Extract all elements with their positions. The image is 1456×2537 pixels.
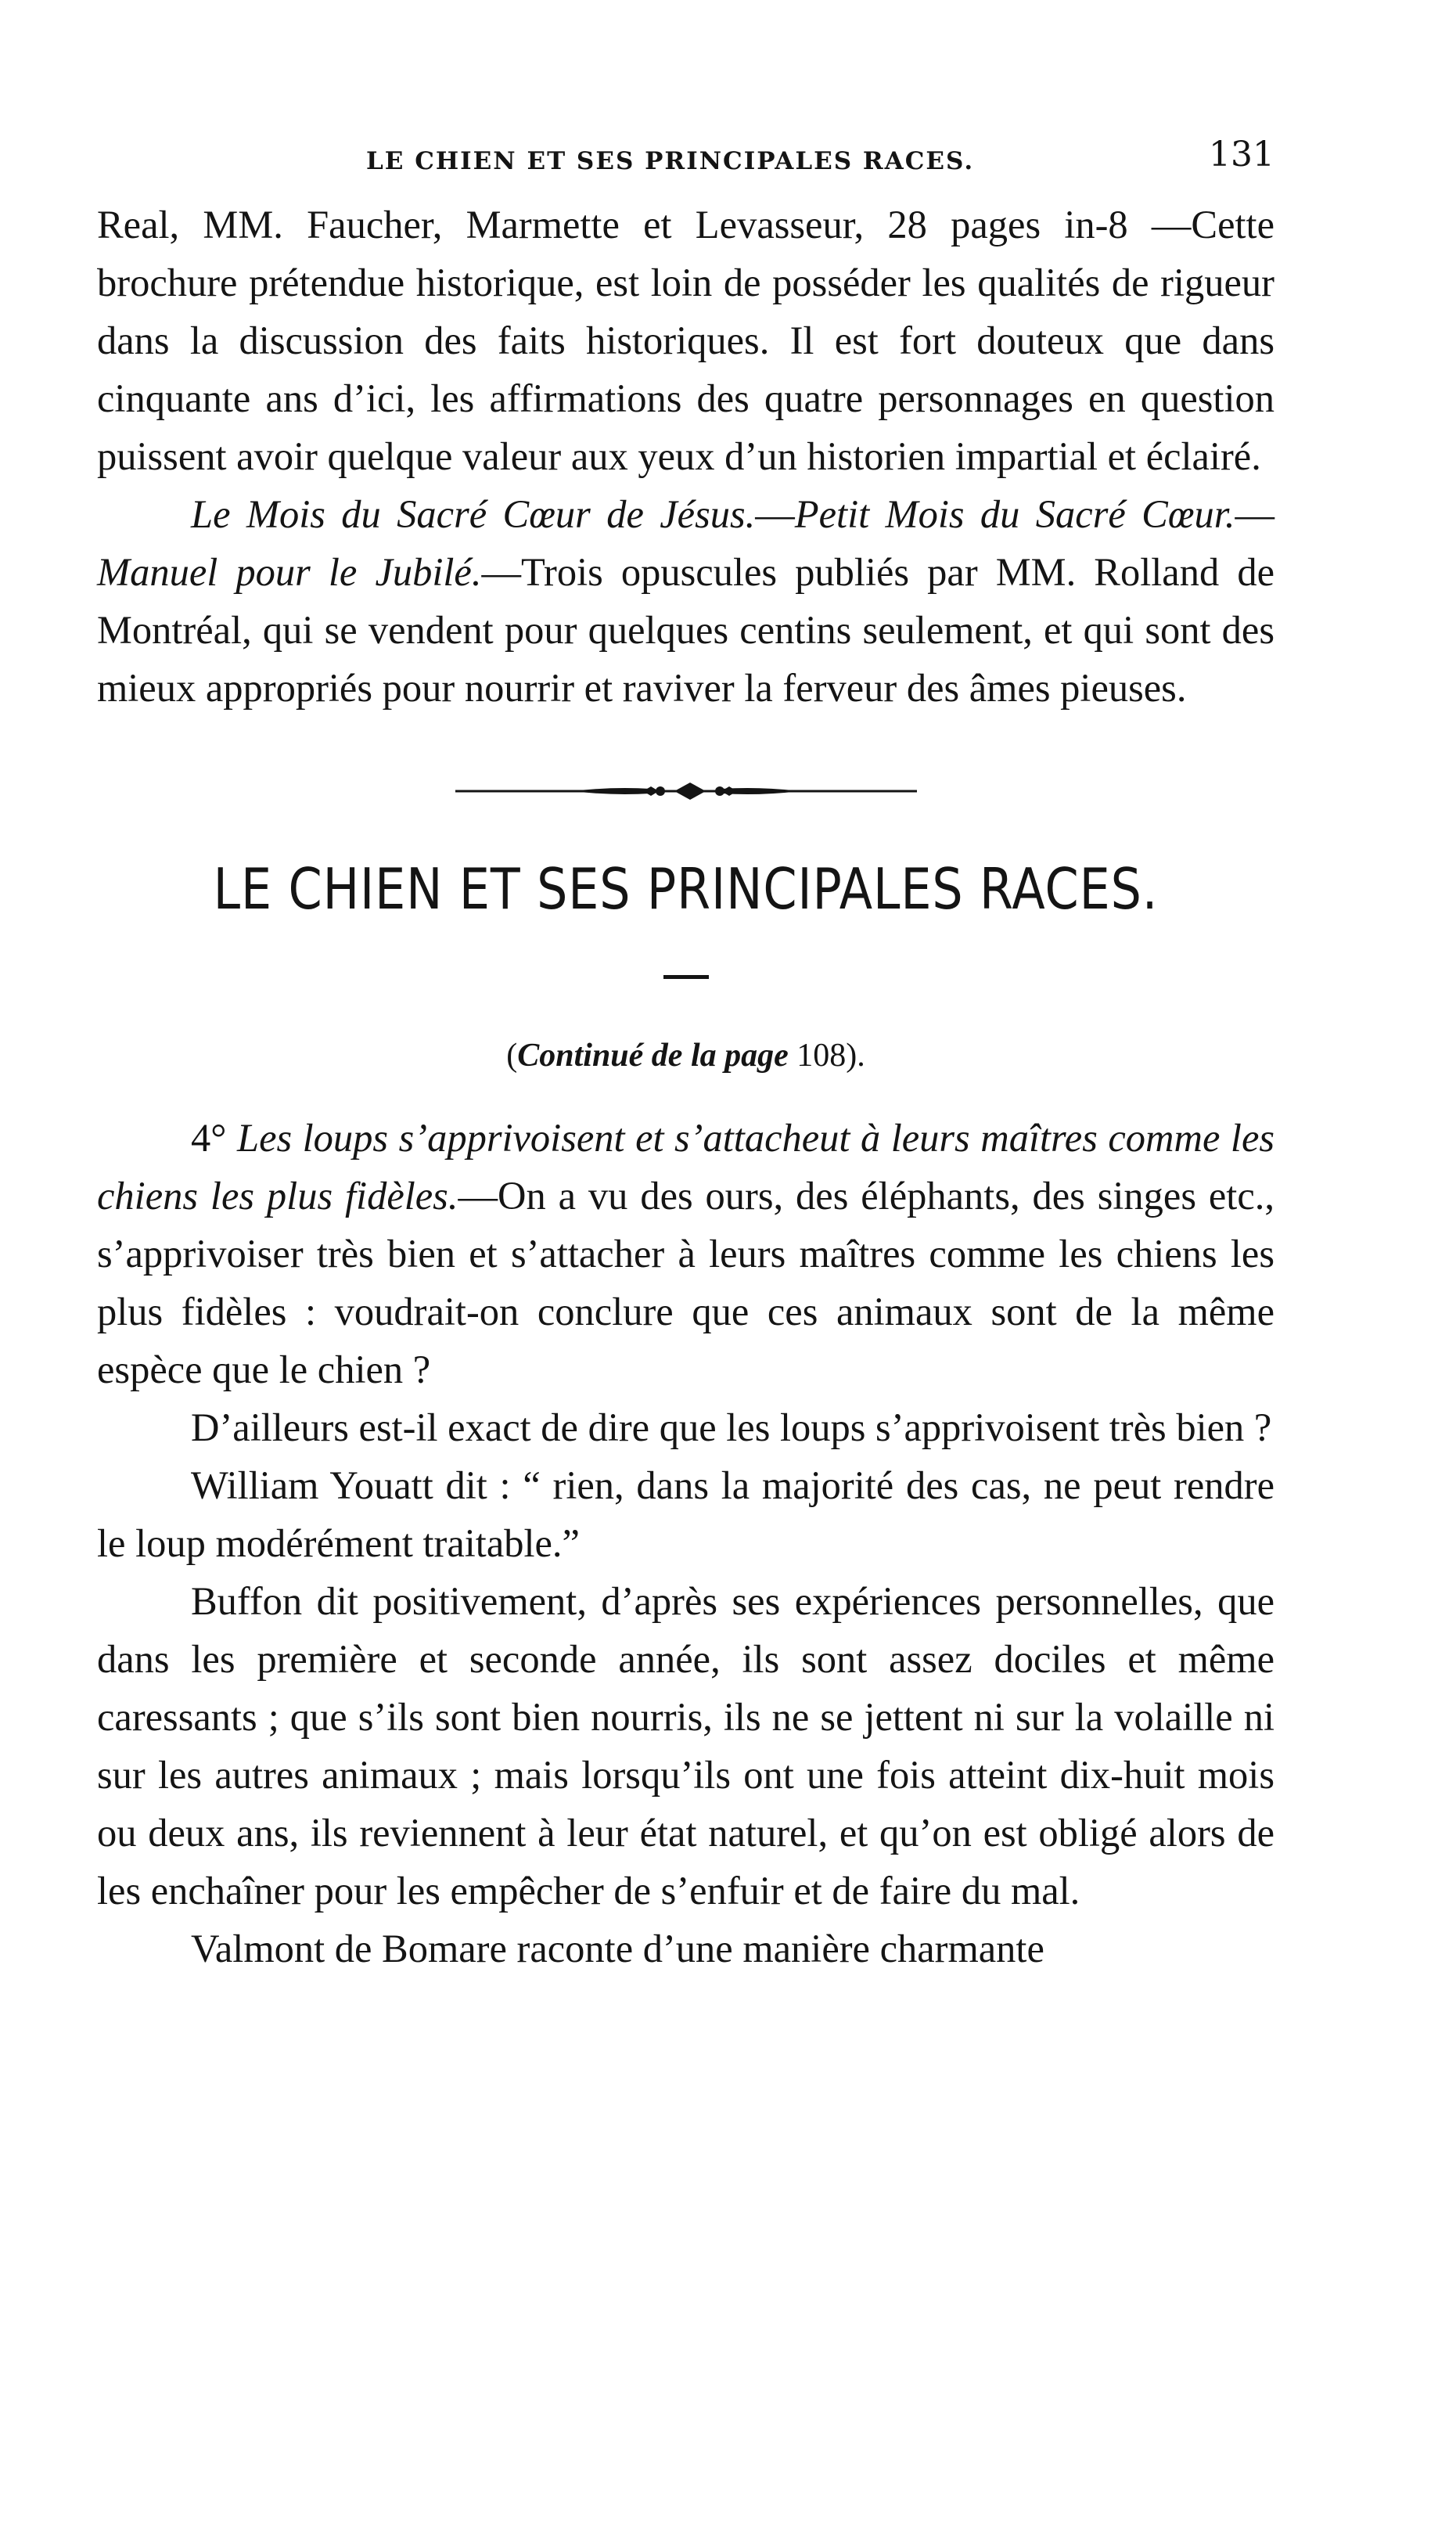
- article-paragraph-3: William Youatt dit : “ rien, dans la majorité des cas, ne peut rendre le loup modérément traitable.”: [97, 1463, 1274, 1565]
- article-paragraph-2: D’ailleurs est-il exact de dire que les loups s’apprivoisent très bien ?: [191, 1405, 1272, 1449]
- ornament-divider: [455, 779, 917, 803]
- review-paragraph-2: [97, 485, 1274, 717]
- continuation-note: [97, 1032, 1274, 1079]
- continuation-close: ).: [846, 1038, 865, 1074]
- text-column: [97, 196, 1274, 1977]
- point-heading: Les loups s’apprivoisent et s’attacheut à leurs maîtres comme les chiens les plus fidèles.: [97, 1116, 1275, 1218]
- title-rule: [663, 975, 709, 979]
- running-title: LE CHIEN ET SES PRINCIPALES RACES.: [366, 147, 975, 175]
- article-paragraph-1: [97, 1109, 1274, 1398]
- review-title-1: Le Mois du Sacré Cœur de Jésus.: [191, 492, 756, 536]
- article-paragraph-4: Buffon dit positivement, d’après ses expériences personnelles, que dans les première et seconde année, ils sont assez dociles et même caressants ; que s’ils sont bien nourris, ils ne se jettent ni sur la volaille ni sur les autres animaux ; mais lorsqu’ils ont une fois atteint dix-huit mois ou deux ans, ils reviennent à leur état naturel, et qu’on est obligé alors de les enchaîner pour les empêcher de s’enfuir et de faire du mal.: [97, 1579, 1274, 1913]
- point-number: 4°: [191, 1116, 227, 1160]
- article-title: LE CHIEN ET SES PRINCIPALES RACES.: [213, 856, 1159, 922]
- review-title-2: Petit Mois du Sacré Cœur.: [794, 492, 1235, 536]
- article-paragraph-1-text: —On a vu des ours, des éléphants, des singes etc., s’apprivoiser très bien et s’attacher à leurs maîtres comme les chiens les plus fidèles : voudrait-on conclure que ces animaux sont de la même espèce que le chien ?: [97, 1174, 1274, 1391]
- review-title-3: Manuel pour le Jubilé.: [97, 550, 482, 594]
- continuation-page: 108: [796, 1038, 847, 1074]
- running-head: [94, 131, 1274, 194]
- review-dash-2: —: [1235, 492, 1274, 536]
- page-number: 131: [1209, 135, 1274, 175]
- review-paragraph-2-text: —Trois opuscules publiés par MM. Rolland de Montréal, qui se vendent pour quelques centins seulement, et qui sont des mieux appropriés pour nourrir et raviver la ferveur des âmes pieuses.: [97, 550, 1274, 710]
- continuation-open: (: [506, 1038, 518, 1074]
- review-paragraph-1: Real, MM. Faucher, Marmette et Levasseur, 28 pages in-8 —Cette brochure prétendue historique, est loin de posséder les qualités de rigueur dans la discussion des faits historiques. Il est fort douteux que dans cinquante ans d’ici, les affirmations des quatre personnages en question puissent avoir quelque valeur aux yeux d’un historien impartial et éclairé.: [97, 203, 1274, 478]
- article-paragraph-5: Valmont de Bomare raconte d’une manière charmante: [191, 1927, 1044, 1970]
- continuation-italic: Continué de la page: [517, 1038, 789, 1074]
- review-dash-1: —: [755, 492, 795, 536]
